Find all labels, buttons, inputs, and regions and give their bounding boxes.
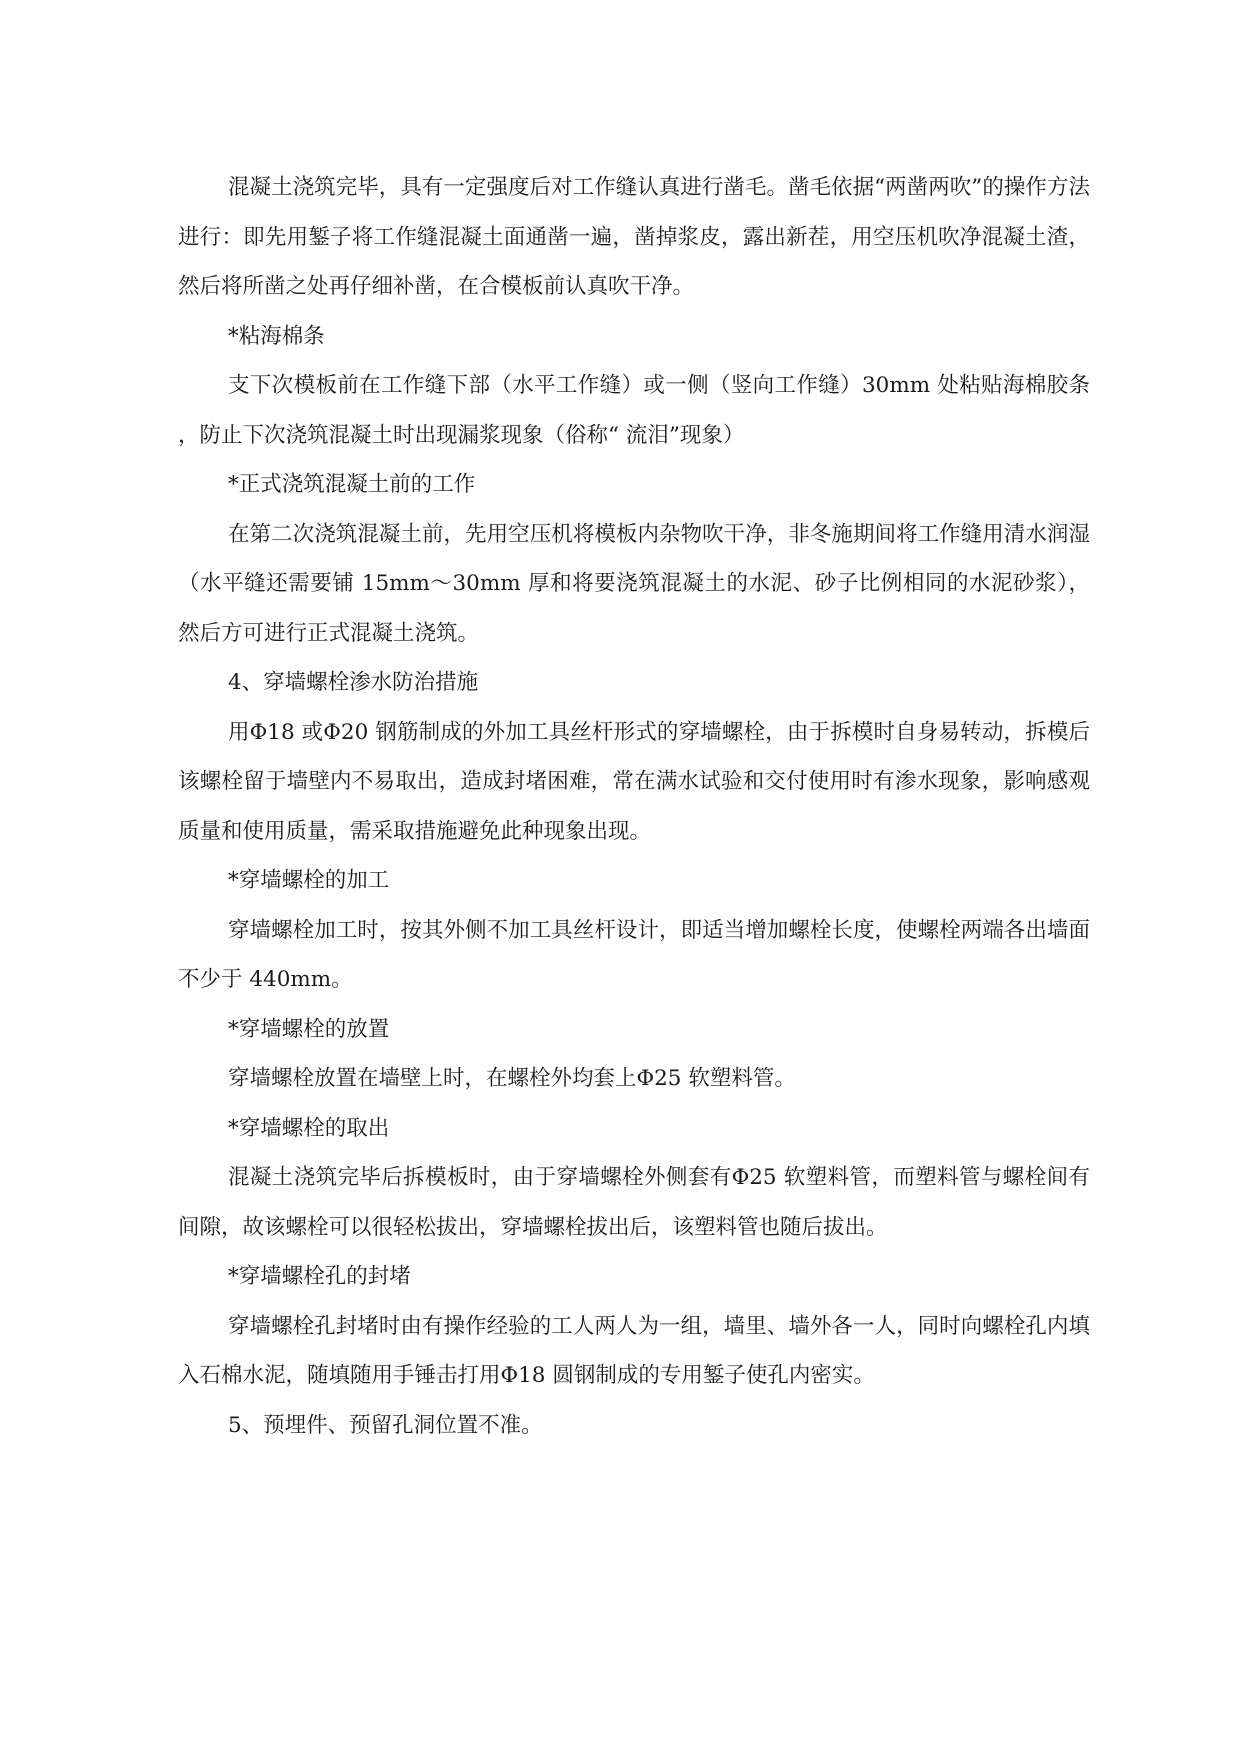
heading-bolt-placement: *穿墙螺栓的放置 xyxy=(228,1016,390,1042)
paragraph-bolt-processing: 穿墙螺栓加工时，按其外侧不加工具丝杆设计，即适当增加螺栓长度，使螺栓两端各出墙面不少于 440mm。 xyxy=(178,917,1090,992)
heading-pre-pour-work: *正式浇筑混凝土前的工作 xyxy=(228,472,476,497)
heading-sponge-strip: *粘海棉条 xyxy=(228,323,325,349)
heading-bolt-processing: *穿墙螺栓的加工 xyxy=(228,868,390,893)
heading-bolt-hole-sealing: *穿墙螺栓孔的封堵 xyxy=(228,1264,411,1289)
paragraph-pre-pour-work: 在第二次浇筑混凝土前，先用空压机将模板内杂物吹干净，非冬施期间将工作缝用清水润湿（水平缝还需要铺 15mm～30mm 厚和将要浇筑混凝土的水泥、砂子比例相同的水泥砂浆），然后方可进行正式混凝土浇筑。 xyxy=(178,521,1090,646)
paragraph-sponge-strip: 支下次模板前在工作缝下部（水平工作缝）或一侧（竖向工作缝）30mm 处粘贴海棉胶条，防止下次浇筑混凝土时出现漏浆现象（俗称“ 流泪”现象） xyxy=(178,373,1090,448)
document-body xyxy=(178,163,1090,1450)
paragraph-bolt-removal: 混凝土浇筑完毕后拆模板时，由于穿墙螺栓外侧套有Φ25 软塑料管，而塑料管与螺栓间有间隙，故该螺栓可以很轻松拔出，穿墙螺栓拔出后，该塑料管也随后拔出。 xyxy=(178,1165,1090,1240)
heading-bolt-removal: *穿墙螺栓的取出 xyxy=(228,1115,390,1141)
paragraph-bolt-placement: 穿墙螺栓放置在墙壁上时，在螺栓外均套上Φ25 软塑料管。 xyxy=(228,1066,796,1091)
heading-section-4: 4、穿墙螺栓渗水防治措施 xyxy=(228,670,479,695)
paragraph-chiseling-method: 混凝土浇筑完毕，具有一定强度后对工作缝认真进行凿毛。凿毛依据“两凿两吹”的操作方法进行：即先用錾子将工作缝混凝土面通凿一遍，凿掉浆皮，露出新茬，用空压机吹净混凝土渣，然后将所凿之处再仔细补凿，在合模板前认真吹干净。 xyxy=(178,175,1090,299)
paragraph-bolt-hole-sealing: 穿墙螺栓孔封堵时由有操作经验的工人两人为一组，墙里、墙外各一人，同时向螺栓孔内填入石棉水泥，随填随用手锤击打用Φ18 圆钢制成的专用錾子使孔内密实。 xyxy=(178,1313,1090,1388)
heading-section-5: 5、预埋件、预留孔洞位置不准。 xyxy=(228,1412,543,1438)
paragraph-through-bolt-problem: 用Φ18 或Φ20 钢筋制成的外加工具丝杆形式的穿墙螺栓，由于拆模时自身易转动，拆模后该螺栓留于墙壁内不易取出，造成封堵困难，常在满水试验和交付使用时有渗水现象，影响感观质量和使用质量，需采取措施避免此种现象出现。 xyxy=(178,719,1090,844)
